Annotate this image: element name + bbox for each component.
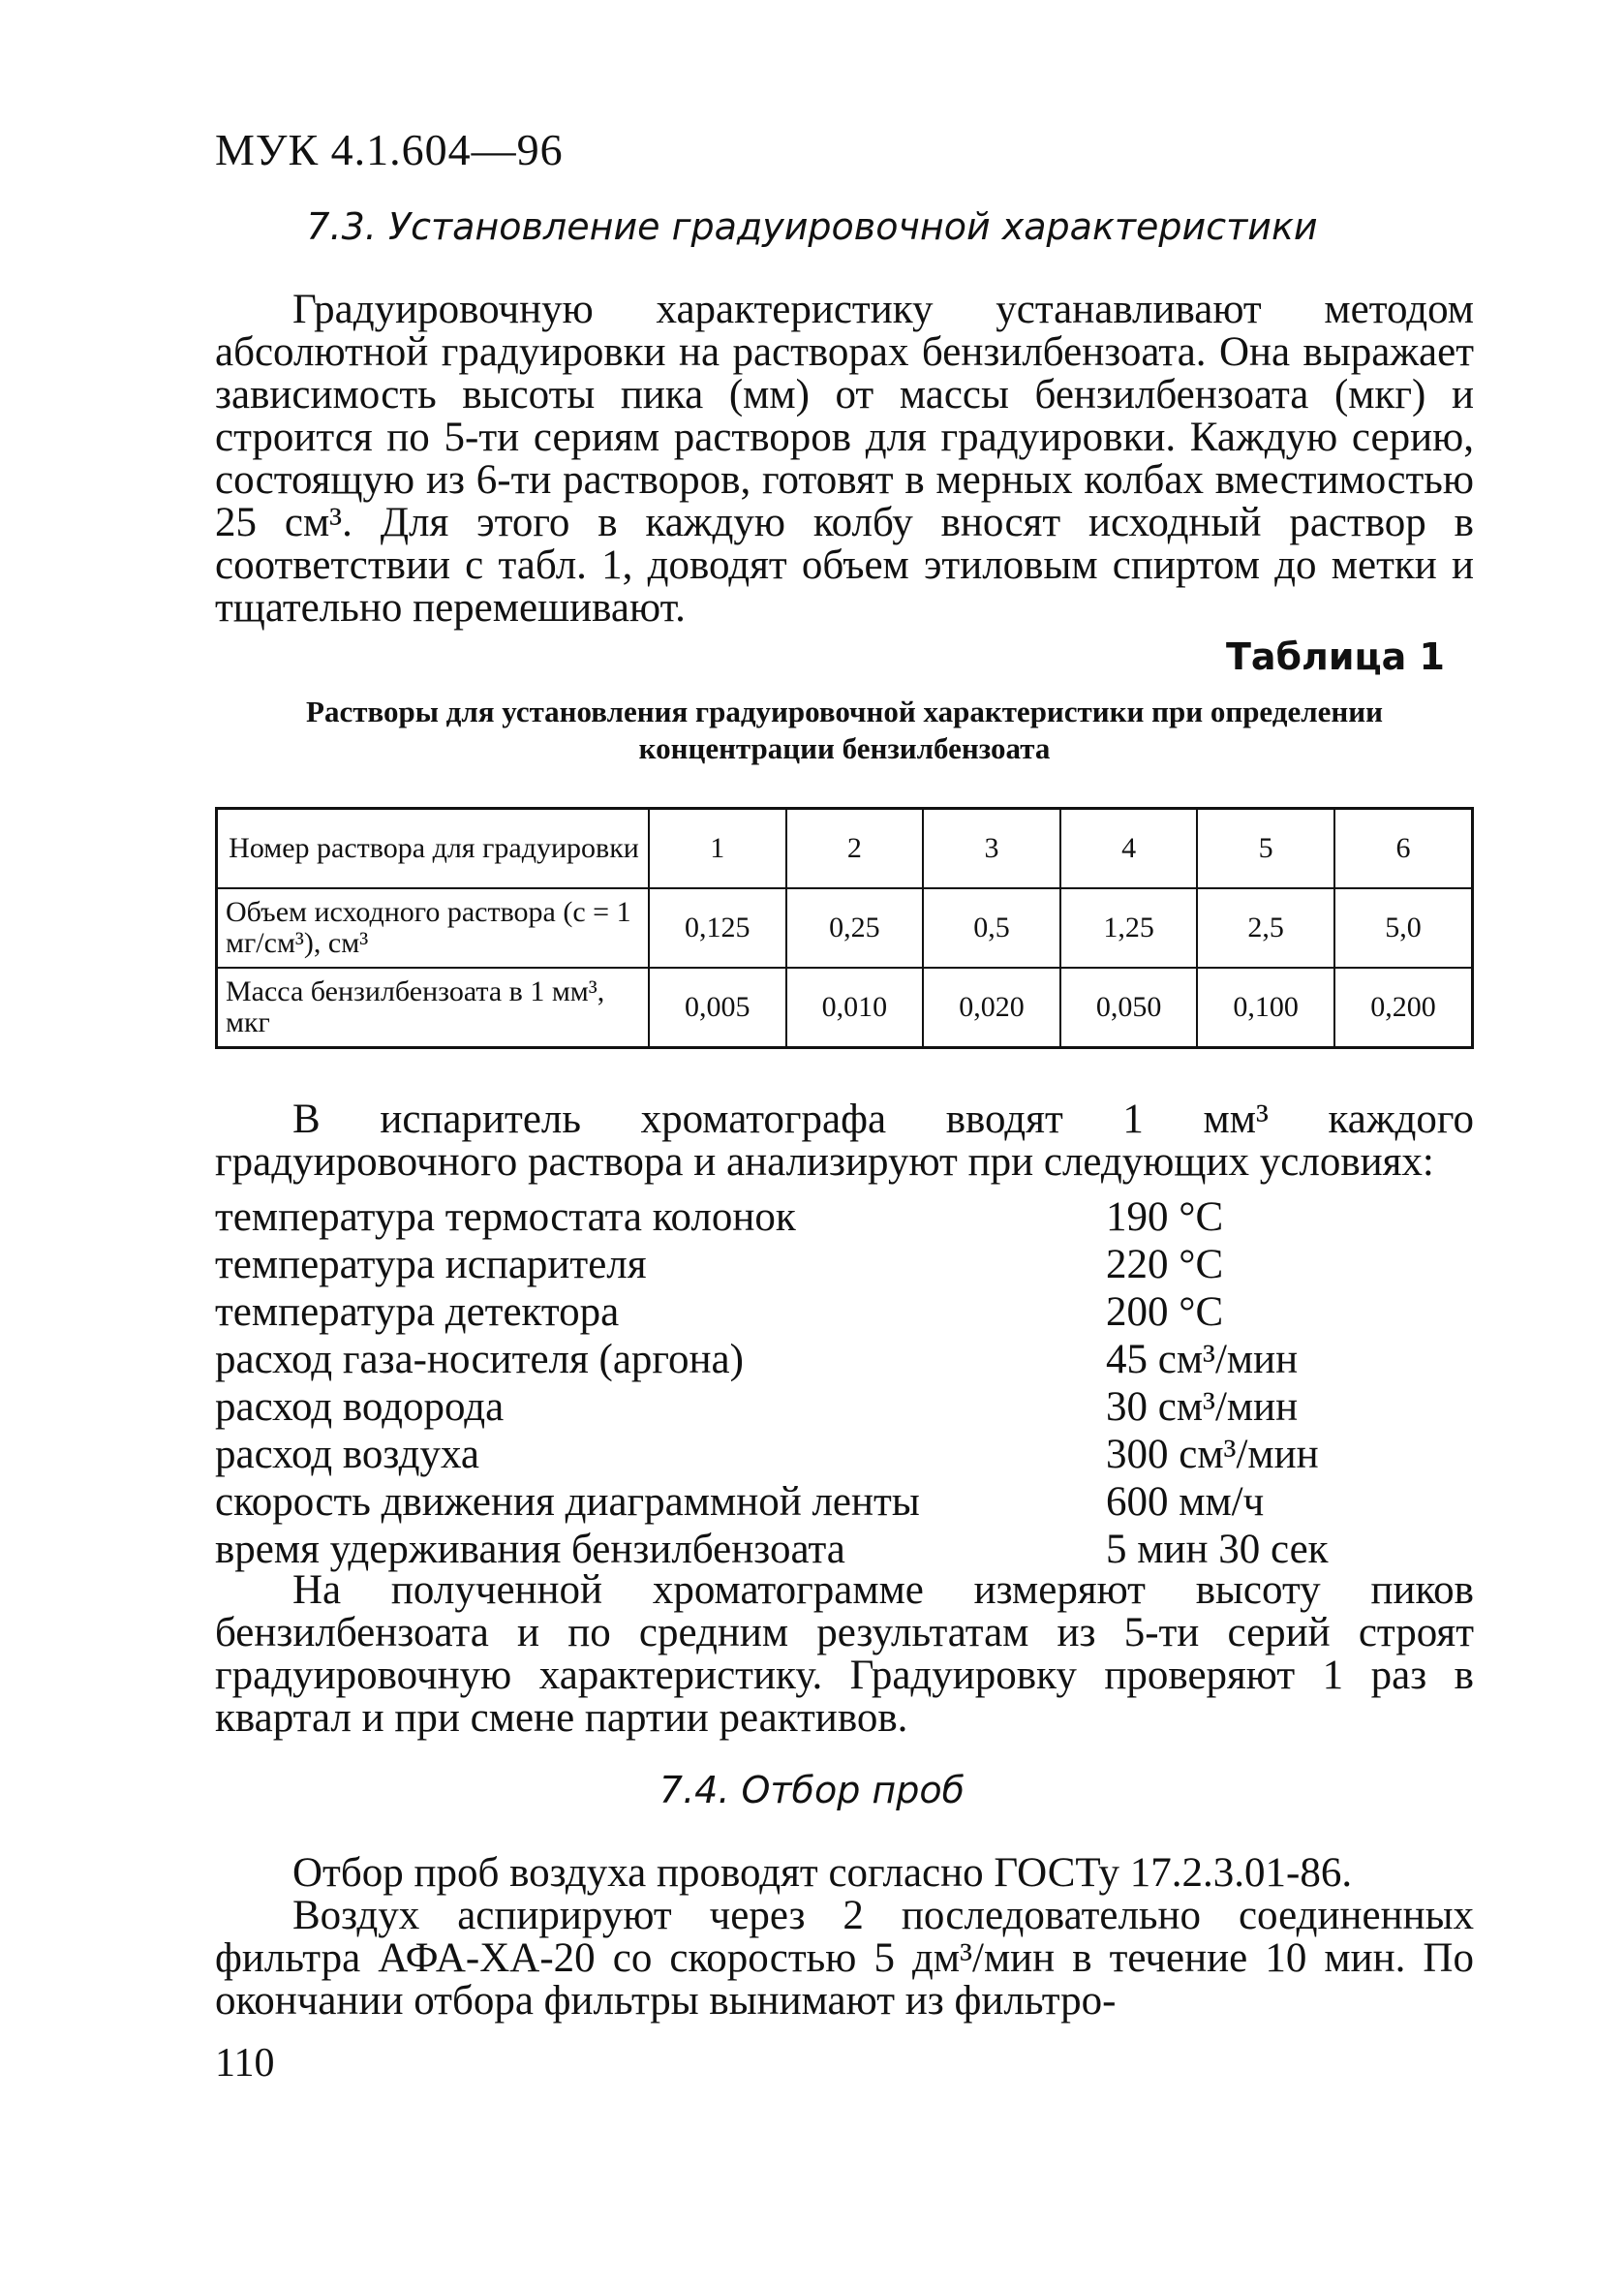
table-column-header: 4 — [1060, 809, 1198, 889]
condition-value: 200 °С — [1106, 1289, 1224, 1335]
document-header: МУК 4.1.604—96 — [215, 125, 564, 174]
condition-row — [215, 1288, 1474, 1336]
table-row — [217, 968, 1473, 1048]
table-row — [217, 888, 1473, 968]
page-number: 110 — [215, 2041, 275, 2086]
table-row-label: Объем исходного раствора (с = 1 мг/см³), см³ — [217, 888, 650, 968]
paragraph-sampling — [215, 1852, 1474, 2023]
condition-row — [215, 1241, 1474, 1288]
condition-row — [215, 1383, 1474, 1431]
conditions-list — [215, 1193, 1474, 1573]
table-number: Таблица 1 — [1225, 635, 1445, 678]
condition-row — [215, 1478, 1474, 1526]
table-column-header: 6 — [1334, 809, 1473, 889]
table-cell: 0,050 — [1060, 968, 1198, 1048]
section-7-4-title: 7.4. Отбор проб — [659, 1769, 965, 1811]
paragraph-text: Воздух аспирируют через 2 последовательно соединенных фильтра АФА-ХА-20 со скоростью 5 дм³/мин в течение 10 мин. По окончании отбора фильтры вынимают из фильтро- — [215, 1893, 1474, 2024]
calibration-table — [215, 807, 1474, 1049]
table-header-label: Номер раствора для градуировки — [217, 809, 650, 889]
table-cell: 0,010 — [786, 968, 924, 1048]
table-cell: 2,5 — [1197, 888, 1334, 968]
paragraph-calibration-intro — [215, 289, 1474, 630]
condition-value: 220 °С — [1106, 1242, 1224, 1287]
table-column-header: 5 — [1197, 809, 1334, 889]
condition-value: 5 мин 30 сек — [1106, 1527, 1329, 1572]
condition-row — [215, 1336, 1474, 1383]
condition-value: 30 см³/мин — [1106, 1384, 1299, 1430]
table-cell: 0,005 — [649, 968, 786, 1048]
table-cell: 0,25 — [786, 888, 924, 968]
condition-value: 300 см³/мин — [1106, 1432, 1319, 1477]
condition-value: 600 мм/ч — [1106, 1479, 1265, 1525]
table-cell: 0,100 — [1197, 968, 1334, 1048]
table-cell: 0,200 — [1334, 968, 1473, 1048]
table-header-row — [217, 809, 1473, 889]
condition-label: расход газа-носителя (аргона) — [215, 1337, 744, 1382]
table-cell: 0,125 — [649, 888, 786, 968]
table-cell: 1,25 — [1060, 888, 1198, 968]
condition-row — [215, 1526, 1474, 1573]
paragraph-text: Отбор проб воздуха проводят согласно ГОСТу 17.2.3.01-86. — [292, 1850, 1353, 1896]
condition-value: 45 см³/мин — [1106, 1337, 1299, 1382]
condition-label: расход воздуха — [215, 1432, 479, 1477]
table-caption: Растворы для установления градуировочной характеристики при определении концентрации бензилбензоата — [306, 695, 1383, 765]
paragraph-text: В испаритель хроматографа вводят 1 мм³ каждого градуировочного раствора и анализируют при следующих условиях: — [215, 1097, 1474, 1185]
table-cell: 5,0 — [1334, 888, 1473, 968]
paragraph-text: На полученной хроматограмме измеряют высоту пиков бензилбензоата и по средним результатам из 5-ти серий строят градуировочную характеристику. Градуировку проверяют 1 раз в квартал и при смене партии реактивов. — [215, 1567, 1474, 1741]
table-row-label: Масса бензилбензоата в 1 мм³, мкг — [217, 968, 650, 1048]
table-column-header: 1 — [649, 809, 786, 889]
paragraph-text: Градуировочную характеристику устанавливают методом абсолютной градуировки на растворах бензилбензоата. Она выражает зависимость высоты пика (мм) от массы бензилбензоата (мкг) и строится по 5-ти сериям растворов для градуировки. Каждую серию, состоящую из 6-ти растворов, готовят в мерных колбах вместимостью 25 см³. Для этого в каждую колбу вносят исходный раствор в соответствии с табл. 1, доводят объем этиловым спиртом до метки и тщательно перемешивают. — [215, 287, 1474, 631]
condition-label: время удерживания бензилбензоата — [215, 1527, 845, 1572]
condition-label: температура детектора — [215, 1289, 620, 1335]
table-cell: 0,020 — [923, 968, 1060, 1048]
condition-label: скорость движения диаграммной ленты — [215, 1479, 920, 1525]
table-column-header: 2 — [786, 809, 924, 889]
condition-label: температура испарителя — [215, 1242, 647, 1287]
condition-row — [215, 1193, 1474, 1241]
table-column-header: 3 — [923, 809, 1060, 889]
condition-label: температура термостата колонок — [215, 1194, 796, 1240]
section-7-3-title: 7.3. Установление градуировочной характеристики — [306, 205, 1318, 248]
condition-value: 190 °С — [1106, 1194, 1224, 1240]
table-cell: 0,5 — [923, 888, 1060, 968]
paragraph-chromatogram — [215, 1569, 1474, 1740]
paragraph-chromatograph-conditions-intro — [215, 1098, 1474, 1184]
condition-label: расход водорода — [215, 1384, 505, 1430]
condition-row — [215, 1431, 1474, 1478]
